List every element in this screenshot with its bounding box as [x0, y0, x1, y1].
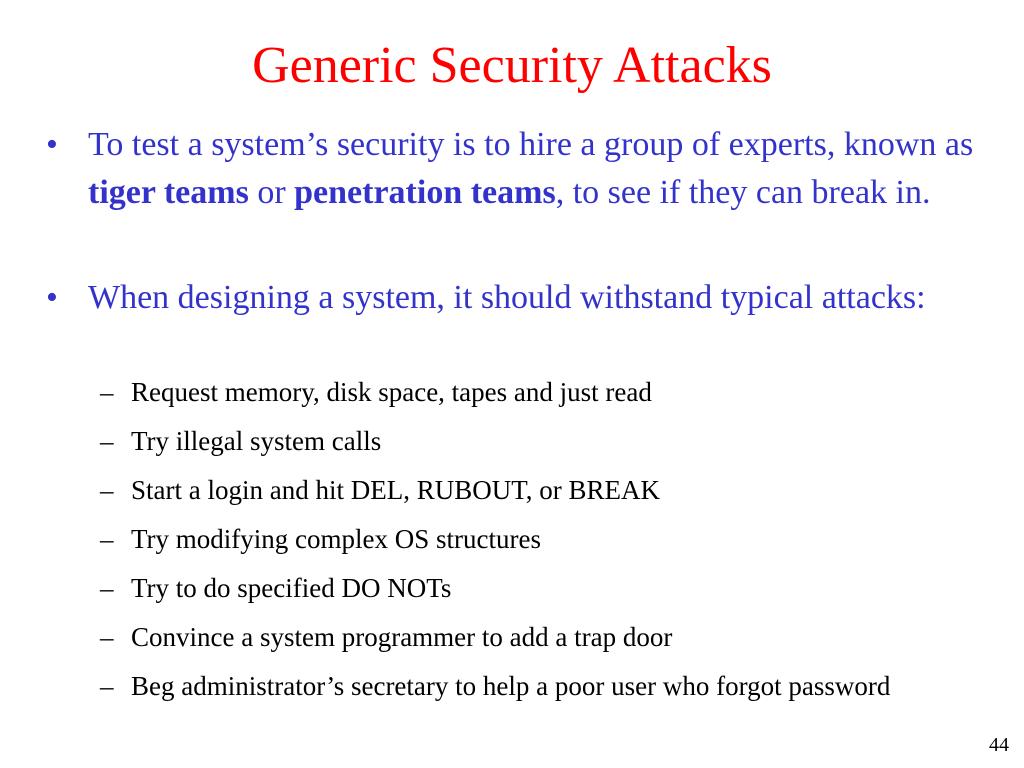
sub-bullet-item	[100, 472, 980, 508]
page-number: 44	[989, 734, 1009, 756]
dash-marker: –	[100, 524, 114, 554]
dash-marker: –	[100, 622, 114, 652]
sub-bullet-item	[100, 619, 980, 655]
bullet-marker: •	[46, 126, 58, 163]
sub-bullet-text: Try illegal system calls	[131, 426, 382, 456]
sub-bullet-text: Request memory, disk space, tapes and just read	[131, 377, 652, 407]
bullet-text	[88, 121, 976, 217]
sub-bullet-item	[100, 570, 980, 606]
sub-bullet-item	[100, 423, 980, 459]
dash-marker: –	[100, 671, 114, 701]
bullet-text: When designing a system, it should withstand typical attacks:	[88, 279, 926, 316]
bullet-item-1	[46, 121, 976, 217]
sub-bullet-item	[100, 668, 980, 704]
dash-marker: –	[100, 573, 114, 603]
bold-term-tiger-teams: tiger teams	[88, 174, 249, 211]
bullet-text-part: To test a system’s security is to hire a group of experts, known as	[88, 126, 974, 163]
bullet-item-2	[46, 274, 976, 322]
bullet-text-part: or	[248, 174, 295, 211]
slide-title: Generic Security Attacks	[252, 37, 772, 94]
dash-marker: –	[100, 377, 114, 407]
bold-term-penetration-teams: penetration teams	[294, 174, 556, 211]
sub-bullet-text: Start a login and hit DEL, RUBOUT, or BREAK	[131, 475, 660, 505]
sub-bullet-list	[100, 374, 980, 717]
sub-bullet-text: Try to do specified DO NOTs	[131, 573, 452, 603]
sub-bullet-text: Try modifying complex OS structures	[131, 524, 541, 554]
sub-bullet-item	[100, 374, 980, 410]
dash-marker: –	[100, 475, 114, 505]
sub-bullet-text: Beg administrator’s secretary to help a poor user who forgot password	[131, 671, 891, 701]
sub-bullet-item	[100, 521, 980, 557]
bullet-text-part: , to see if they can break in.	[555, 174, 931, 211]
sub-bullet-text: Convince a system programmer to add a trap door	[131, 622, 673, 652]
bullet-marker: •	[46, 279, 58, 316]
dash-marker: –	[100, 426, 114, 456]
